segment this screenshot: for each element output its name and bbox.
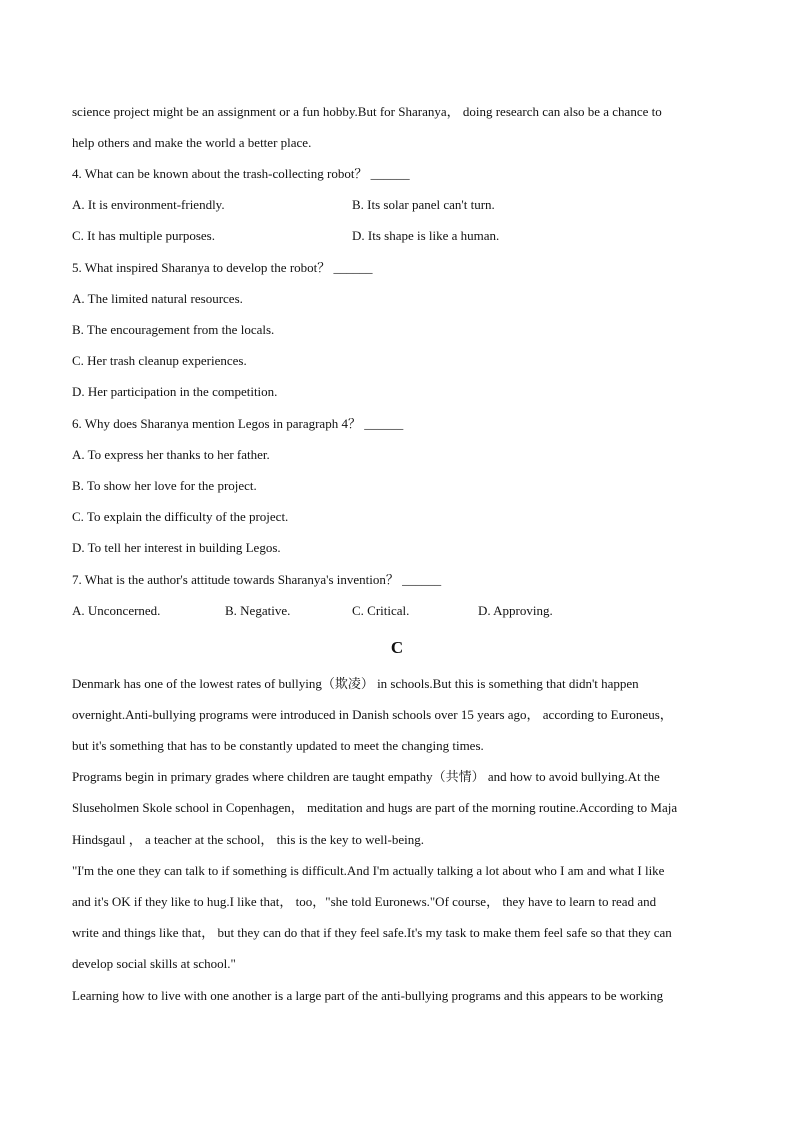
passage-line: "I'm the one they can talk to if something is difficult.And I'm actually talking a lot about who I am and what I like xyxy=(72,863,665,878)
question-4-option-d: D. Its shape is like a human. xyxy=(352,228,500,243)
question-5-option-a: A. The limited natural resources. xyxy=(72,291,243,306)
question-5-option-b: B. The encouragement from the locals. xyxy=(72,322,275,337)
question-5-stem: 5. What inspired Sharanya to develop the robot？ ______ xyxy=(72,260,373,275)
passage-line: Programs begin in primary grades where children are taught empathy（共情） and how to avoid bullying.At the xyxy=(72,769,660,784)
question-7-option-c: C. Critical. xyxy=(352,603,410,618)
question-4-stem: 4. What can be known about the trash-collecting robot？ ______ xyxy=(72,166,410,181)
question-7-option-d: D. Approving. xyxy=(478,603,553,618)
question-4-option-c: C. It has multiple purposes. xyxy=(72,228,215,243)
intro-line: help others and make the world a better place. xyxy=(72,135,312,150)
question-6-option-d: D. To tell her interest in building Legos. xyxy=(72,540,281,555)
passage-line: Learning how to live with one another is a large part of the anti-bullying programs and this appears to be working xyxy=(72,988,664,1003)
question-6-option-c: C. To explain the difficulty of the project. xyxy=(72,509,289,524)
passage-line: Denmark has one of the lowest rates of bullying（欺凌） in schools.But this is something that didn't happen xyxy=(72,676,639,691)
question-5-option-c: C. Her trash cleanup experiences. xyxy=(72,353,247,368)
question-6-stem: 6. Why does Sharanya mention Legos in paragraph 4？ ______ xyxy=(72,416,404,431)
question-7-option-b: B. Negative. xyxy=(225,603,291,618)
passage-line: overnight.Anti-bullying programs were introduced in Danish schools over 15 years ago， according to Euroneus， xyxy=(72,707,673,722)
question-6-option-a: A. To express her thanks to her father. xyxy=(72,447,270,462)
question-6-option-b: B. To show her love for the project. xyxy=(72,478,257,493)
question-7-option-a: A. Unconcerned. xyxy=(72,603,161,618)
passage-line: but it's something that has to be constantly updated to meet the changing times. xyxy=(72,738,484,753)
passage-line: Sluseholmen Skole school in Copenhagen， meditation and hugs are part of the morning routine.According to Maja xyxy=(72,800,678,815)
question-5-option-d: D. Her participation in the competition. xyxy=(72,384,278,399)
question-4-option-b: B. Its solar panel can't turn. xyxy=(352,197,495,212)
passage-line: Hindsgaul ， a teacher at the school， this is the key to well-being. xyxy=(72,832,424,847)
passage-line: develop social skills at school." xyxy=(72,956,236,971)
section-title: C xyxy=(390,638,404,657)
intro-line: science project might be an assignment or a fun hobby.But for Sharanya， doing research can also be a chance to xyxy=(72,104,662,119)
passage-line: and it's OK if they like to hug.I like that， too，"she told Euronews."Of course， they have to learn to read and xyxy=(72,894,657,909)
question-4-option-a: A. It is environment-friendly. xyxy=(72,197,225,212)
question-7-stem: 7. What is the author's attitude towards Sharanya's invention？ ______ xyxy=(72,572,442,587)
passage-line: write and things like that， but they can do that if they feel safe.It's my task to make them feel safe so that they can xyxy=(72,925,672,940)
